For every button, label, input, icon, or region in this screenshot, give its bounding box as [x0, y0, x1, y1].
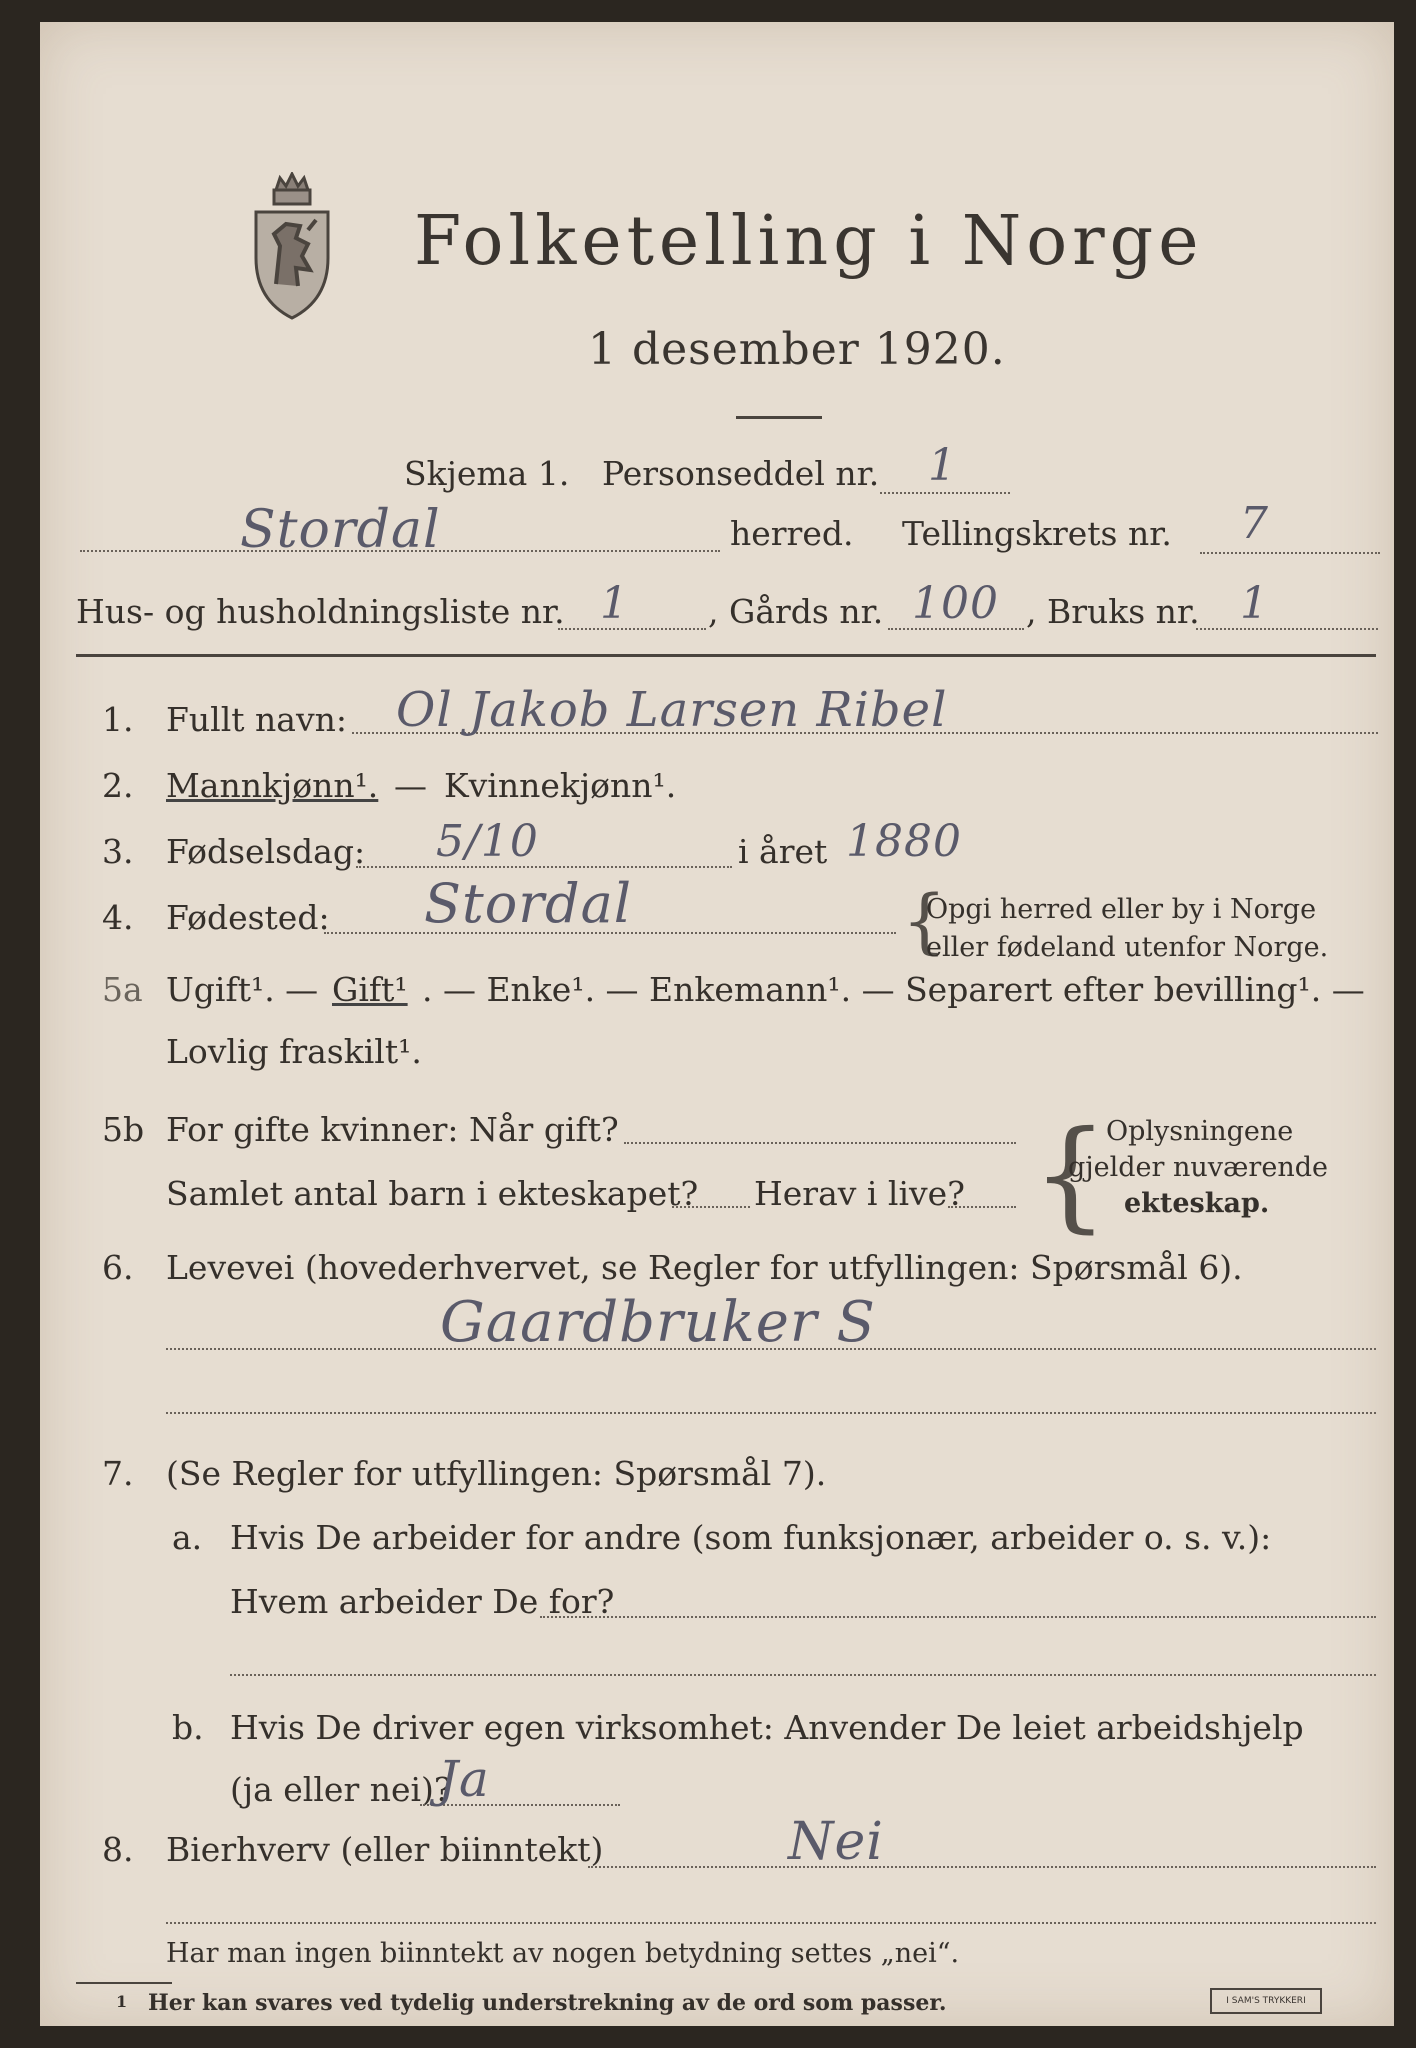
marital-status-married: Gift¹ — [332, 970, 408, 1009]
title-divider — [736, 416, 822, 419]
full-name-label: Fullt navn: — [166, 700, 347, 739]
sex-male-option: Mannkjønn¹. — [166, 766, 379, 805]
q7-number: 7. — [102, 1454, 134, 1493]
q7a-label-line2: Hvem arbeider De for? — [230, 1582, 615, 1621]
footnote-mark: 1 — [116, 1992, 128, 2011]
q5b-number: 5b — [102, 1110, 145, 1149]
birthplace-label: Fødested: — [166, 898, 330, 937]
sex-separator: — — [394, 766, 427, 805]
q7b-number: b. — [172, 1708, 204, 1747]
bruks-label: , Bruks nr. — [1026, 592, 1200, 631]
q8-number: 8. — [102, 1830, 134, 1869]
tellingskrets-value: 7 — [1240, 498, 1269, 549]
herred-label: herred. — [730, 514, 854, 553]
married-when-line — [624, 1142, 1016, 1144]
personseddel-value: 1 — [928, 440, 957, 491]
q7b-label-line2: (ja eller nei)? — [230, 1770, 452, 1809]
q7-label: (Se Regler for utfyllingen: Spørsmål 7). — [166, 1454, 827, 1493]
side-income-line-2 — [166, 1922, 1376, 1924]
husliste-line — [558, 628, 706, 630]
birth-year-value: 1880 — [846, 816, 962, 867]
bruks-line — [1196, 628, 1378, 630]
children-alive-label: Herav i live? — [754, 1174, 965, 1213]
q5a-number: 5a — [102, 970, 143, 1009]
sex-female-option: Kvinnekjønn¹. — [444, 766, 677, 805]
married-when-label: For gifte kvinner: Når gift? — [166, 1110, 619, 1149]
full-name-value: Ol Jakob Larsen Ribel — [396, 682, 948, 738]
q1-number: 1. — [102, 700, 134, 739]
q3-number: 3. — [102, 832, 134, 871]
form-title: Folketelling i Norge — [414, 202, 1204, 281]
skjema-label: Skjema 1. — [404, 454, 570, 493]
printer-stamp: I SAM'S TRYKKERI — [1210, 1988, 1322, 2014]
marital-status-divorced: Lovlig fraskilt¹. — [166, 1032, 422, 1071]
side-income-line-1 — [588, 1866, 1376, 1868]
personseddel-label: Personseddel nr. — [602, 454, 880, 493]
employer-line-1 — [540, 1616, 1376, 1618]
marriage-note-line1: Oplysningene — [1106, 1116, 1294, 1147]
birthday-label: Fødselsdag: — [166, 832, 366, 871]
gards-label: , Gårds nr. — [708, 592, 884, 631]
birthplace-note-line1: Opgi herred eller by i Norge — [926, 894, 1317, 925]
tellingskrets-label: Tellingskrets nr. — [902, 514, 1172, 553]
side-income-label: Bierhverv (eller biinntekt) — [166, 1830, 604, 1869]
header-separator — [76, 654, 1376, 657]
marriage-note-line2: gjelder nuværende — [1068, 1152, 1328, 1183]
personseddel-line — [880, 492, 1010, 494]
bruks-value: 1 — [1240, 578, 1269, 629]
birthplace-note-brace: { — [902, 880, 947, 962]
q2-number: 2. — [102, 766, 134, 805]
census-form-sheet — [40, 22, 1394, 2026]
q7a-label-line1: Hvis De arbeider for andre (som funksjonær, arbeider o. s. v.): — [230, 1518, 1272, 1557]
husliste-value: 1 — [600, 578, 629, 629]
gards-value: 100 — [912, 578, 999, 629]
birthplace-value: Stordal — [424, 872, 633, 935]
occupation-line-2 — [166, 1412, 1376, 1414]
marriage-note-line3: ekteskap. — [1124, 1188, 1270, 1219]
tellingskrets-line — [1200, 552, 1380, 554]
birthday-value: 5/10 — [436, 816, 539, 867]
marital-status-pre: Ugift¹. — — [166, 970, 319, 1009]
q7b-label-line1: Hvis De driver egen virksomhet: Anvender De leiet arbeidshjelp — [230, 1708, 1304, 1747]
side-income-value: Nei — [788, 1812, 884, 1872]
occupation-value: Gaardbruker S — [440, 1290, 876, 1355]
husliste-label: Hus- og husholdningsliste nr. — [76, 592, 565, 631]
marriage-note-brace: { — [1032, 1106, 1109, 1245]
birthplace-note-line2: eller fødeland utenfor Norge. — [926, 932, 1329, 963]
employer-line-2 — [230, 1674, 1376, 1676]
herred-value: Stordal — [240, 500, 441, 560]
q7a-number: a. — [172, 1518, 203, 1557]
q6-number: 6. — [102, 1248, 134, 1287]
birth-year-label: i året — [738, 832, 828, 871]
marital-status-post: . — Enke¹. — Enkemann¹. — Separert efter bevilling¹. — — [422, 970, 1365, 1009]
census-date: 1 desember 1920. — [588, 324, 1006, 375]
children-total-line — [672, 1206, 750, 1208]
footnote-rule — [76, 1982, 172, 1984]
occupation-line-1 — [166, 1348, 1376, 1350]
children-alive-line — [948, 1206, 1016, 1208]
q4-number: 4. — [102, 898, 134, 937]
hired-help-value: Ja — [438, 1750, 490, 1808]
footnote-text: Her kan svares ved tydelig understrekning av de ord som passer. — [148, 1990, 947, 2016]
occupation-label: Levevei (hovederhvervet, se Regler for utfyllingen: Spørsmål 6). — [166, 1248, 1243, 1287]
coat-of-arms-icon — [246, 172, 338, 322]
no-income-instruction: Har man ingen biinntekt av nogen betydning settes „nei“. — [166, 1938, 960, 1969]
children-total-label: Samlet antal barn i ekteskapet? — [166, 1174, 699, 1213]
birthday-line — [356, 866, 732, 868]
